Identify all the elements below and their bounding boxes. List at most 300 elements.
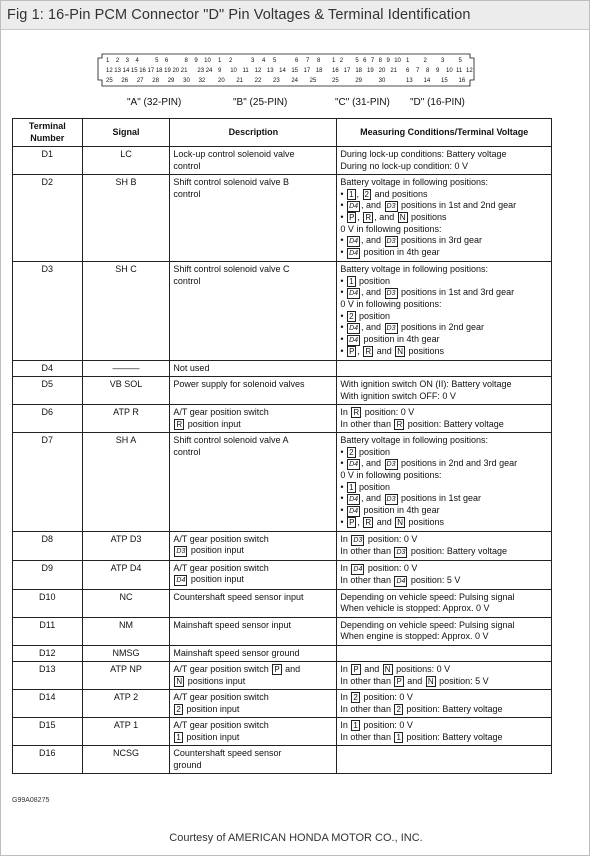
text-line: Shift control solenoid valve C xyxy=(173,264,290,274)
signal-cell: VB SOL xyxy=(82,377,170,405)
text-line: Power supply for solenoid valves xyxy=(173,379,305,389)
figure-code: G99A08275 xyxy=(12,797,50,804)
text-line: R position input xyxy=(176,418,241,429)
connector-pin: 1 xyxy=(332,58,336,64)
conditions-cell xyxy=(337,589,552,617)
description-cell xyxy=(170,589,337,617)
header-terminal: Terminal Number xyxy=(13,119,83,147)
text-line: D3 position input xyxy=(176,545,244,555)
gear-position-symbol: D3 xyxy=(176,548,186,555)
conditions-cell xyxy=(337,377,552,405)
text-line: • D4 , and D3 positions in 1st and 3rd gear xyxy=(340,287,515,297)
text-line: During no lock-up condition: 0 V xyxy=(340,160,468,171)
gear-position-symbol: D3 xyxy=(386,461,396,468)
text-line: control xyxy=(173,275,201,286)
text-line: • 2 position xyxy=(340,310,391,321)
gear-position-symbol: 1 xyxy=(176,732,181,742)
text-line: Shift control solenoid valve B xyxy=(173,177,289,187)
gear-position-symbol: 2 xyxy=(176,704,181,714)
connector-pin: 13 xyxy=(266,68,274,74)
description-cell xyxy=(170,175,337,262)
courtesy-credit: Courtesy of AMERICAN HONDA MOTOR CO., INC. xyxy=(169,832,423,844)
terminal-cell: D3 xyxy=(13,262,83,361)
gear-position-symbol: 1 xyxy=(349,189,354,199)
connector-pin: 19 xyxy=(367,68,374,74)
text-line: In R position: 0 V xyxy=(340,407,415,417)
conditions-cell xyxy=(337,645,552,662)
connector-pin: 10 xyxy=(230,68,237,74)
conditions-cell xyxy=(337,560,552,589)
connector-pin: 13 xyxy=(114,68,121,74)
text-line: • D4 , and D3 positions in 1st gear xyxy=(340,493,482,503)
text-line: Depending on vehicle speed: Pulsing signal xyxy=(340,591,515,602)
text-line: In other than 2 position: Battery voltage xyxy=(340,703,503,714)
connector-pin: 16 xyxy=(332,68,339,74)
signal-cell: LC xyxy=(82,147,170,175)
text-line: 2 position input xyxy=(176,703,240,714)
gear-position-symbol: N xyxy=(427,676,434,686)
description-cell xyxy=(170,360,337,377)
conditions-cell xyxy=(337,617,552,645)
connector-pin: 23 xyxy=(197,68,205,74)
connector-diagram xyxy=(96,50,476,90)
text-line: • D4 position in 4th gear xyxy=(340,247,440,257)
connector-pin: 23 xyxy=(273,78,280,84)
description-cell xyxy=(170,662,337,690)
connector-pin: 2 xyxy=(115,58,120,64)
terminal-cell: D5 xyxy=(13,377,83,405)
table-row xyxy=(13,746,552,774)
signal-cell: ATP 2 xyxy=(82,690,170,718)
connector-pin: 25 xyxy=(309,78,317,84)
conditions-cell xyxy=(337,662,552,690)
gear-position-symbol: 2 xyxy=(349,311,354,321)
conditions-cell xyxy=(337,360,552,377)
connector-pin: 21 xyxy=(236,78,244,84)
connector-pin: 3 xyxy=(441,58,445,64)
terminal-cell: D6 xyxy=(13,405,83,433)
connector-pin: 10 xyxy=(446,68,453,74)
text-line: Battery voltage in following positions: xyxy=(340,264,488,274)
text-line: A/T gear position switch xyxy=(173,533,269,544)
table-row xyxy=(13,175,552,262)
text-line: • 1 position xyxy=(340,481,391,492)
connector-pin: 14 xyxy=(279,68,286,74)
connector-pin: 10 xyxy=(394,58,401,64)
text-line: • D4 position in 4th gear xyxy=(340,334,440,344)
connector-pin: 28 xyxy=(152,78,159,84)
text-line: With ignition switch ON (II): Battery voltage xyxy=(340,379,512,389)
connector-pin: 4 xyxy=(262,58,266,64)
title-bar xyxy=(1,1,589,30)
text-line: Countershaft speed sensor input xyxy=(173,591,304,602)
table-row xyxy=(13,262,552,361)
connector-pin: 4 xyxy=(135,58,139,64)
signal-cell: SH A xyxy=(82,433,170,532)
connector-pin: 24 xyxy=(205,68,213,74)
table-row xyxy=(13,433,552,532)
terminal-cell: D12 xyxy=(13,645,83,662)
connector-pin: 14 xyxy=(423,78,431,84)
connector-pin: 2 xyxy=(339,58,344,64)
gear-position-symbol: R xyxy=(365,213,372,222)
connector-pin: 5 xyxy=(273,58,277,64)
description-cell xyxy=(170,718,337,746)
table-header-row xyxy=(13,119,552,147)
terminal-cell: D14 xyxy=(13,690,83,718)
gear-position-symbol: 2 xyxy=(349,447,354,457)
conditions-cell xyxy=(337,746,552,774)
connector-pin: 3 xyxy=(125,58,129,64)
table-row xyxy=(13,645,552,662)
text-line: • 1 position xyxy=(340,275,391,286)
text-line: • D4 , and D3 positions in 2nd and 3rd gear xyxy=(340,458,518,468)
table-row xyxy=(13,690,552,718)
text-line: Mainshaft speed sensor input xyxy=(173,619,291,630)
connector-a-label: "A" (32-PIN) xyxy=(127,97,182,108)
text-line: In 1 position: 0 V xyxy=(340,720,413,730)
gear-position-symbol: N xyxy=(397,518,404,527)
connector-pin: 8 xyxy=(378,58,383,64)
description-cell xyxy=(170,690,337,718)
signal-cell: NCSG xyxy=(82,746,170,774)
connector-pin: 9 xyxy=(218,68,222,74)
gear-position-symbol: D4 xyxy=(349,290,359,297)
connector-pin: 25 xyxy=(106,78,113,84)
text-line: When engine is stopped: Approx. 0 V xyxy=(340,631,489,641)
text-line: With ignition switch OFF: 0 V xyxy=(340,390,456,401)
terminal-cell: D1 xyxy=(13,147,83,175)
signal-cell: NM xyxy=(82,617,170,645)
gear-position-symbol: D4 xyxy=(349,250,359,257)
table-row xyxy=(13,617,552,645)
gear-position-symbol: 1 xyxy=(349,482,354,492)
connector-pin: 17 xyxy=(147,68,155,74)
signal-cell: ATP NP xyxy=(82,662,170,690)
description-cell xyxy=(170,377,337,405)
terminal-cell: D4 xyxy=(13,360,83,377)
text-line: In P and N positions: 0 V xyxy=(340,664,451,674)
gear-position-symbol: D3 xyxy=(386,290,396,297)
gear-position-symbol: N xyxy=(384,665,391,674)
description-cell xyxy=(170,147,337,175)
signal-cell: ATP 1 xyxy=(82,718,170,746)
connector-pin: 7 xyxy=(306,58,310,64)
text-line: Battery voltage in following positions: xyxy=(340,435,488,445)
text-line: A/T gear position switch P and xyxy=(173,664,301,674)
connector-pin: 6 xyxy=(164,58,169,64)
connector-pin: 8 xyxy=(317,58,321,64)
conditions-cell xyxy=(337,531,552,560)
text-line: A/T gear position switch xyxy=(173,562,269,573)
gear-position-symbol: P xyxy=(349,518,355,527)
connector-a xyxy=(106,58,213,84)
gear-position-symbol: 2 xyxy=(364,189,369,199)
connector-pin: 11 xyxy=(242,68,249,74)
conditions-cell xyxy=(337,262,552,361)
connector-pin: 18 xyxy=(155,68,163,74)
connector-pin: 3 xyxy=(251,58,255,64)
signal-cell: SH C xyxy=(82,262,170,361)
connector-pin: 7 xyxy=(370,58,375,64)
gear-position-symbol: D4 xyxy=(353,565,363,573)
text-line: In other than D3 position: Battery voltage xyxy=(340,545,507,556)
description-cell xyxy=(170,531,337,560)
text-line: In other than P and N position: 5 V xyxy=(340,675,489,686)
description-cell xyxy=(170,617,337,645)
gear-position-symbol: D4 xyxy=(396,577,406,585)
gear-position-symbol: D4 xyxy=(349,325,359,332)
connector-pin: 2 xyxy=(423,58,427,64)
text-line: A/T gear position switch xyxy=(173,720,269,730)
text-line: • 2 position xyxy=(340,446,391,457)
terminal-cell: D7 xyxy=(13,433,83,532)
connector-d-label: "D" (16-PIN) xyxy=(410,97,465,108)
text-line: In D3 position: 0 V xyxy=(340,533,418,544)
gear-position-symbol: D4 xyxy=(349,337,359,344)
gear-position-symbol: P xyxy=(349,213,355,222)
table-row xyxy=(13,718,552,746)
connector-pin: 1 xyxy=(218,58,222,64)
gear-position-symbol: 1 xyxy=(349,276,354,286)
connector-pin: 10 xyxy=(204,58,211,64)
signal-cell: ATP R xyxy=(82,405,170,433)
connector-pin: 25 xyxy=(332,78,339,84)
text-line: control xyxy=(173,160,201,171)
gear-position-symbol: R xyxy=(176,419,183,429)
table-row xyxy=(13,560,552,589)
conditions-cell xyxy=(337,718,552,746)
gear-position-symbol: D3 xyxy=(396,548,406,556)
terminal-cell: D8 xyxy=(13,531,83,560)
text-line: Countershaft speed sensor xyxy=(173,748,282,758)
terminal-cell: D9 xyxy=(13,560,83,589)
connector-pin: 24 xyxy=(291,78,299,84)
connector-pin: 21 xyxy=(390,68,398,74)
signal-cell: ——— xyxy=(82,360,170,377)
text-line: control xyxy=(173,446,201,457)
signal-cell: SH B xyxy=(82,175,170,262)
table-row xyxy=(13,377,552,405)
text-line: 1 position input xyxy=(176,731,240,742)
text-line: A/T gear position switch xyxy=(173,407,269,417)
header-signal: Signal xyxy=(82,119,170,147)
text-line: • P , R , and N positions xyxy=(340,212,447,222)
gear-position-symbol: P xyxy=(396,676,402,686)
connector-pin: 22 xyxy=(254,78,262,84)
terminal-cell: D10 xyxy=(13,589,83,617)
header-conditions: Measuring Conditions/Terminal Voltage xyxy=(337,119,552,147)
gear-position-symbol: D3 xyxy=(386,203,396,210)
connector-pin: 11 xyxy=(456,68,463,74)
signal-cell: ATP D4 xyxy=(82,560,170,589)
connector-pin: 5 xyxy=(355,58,359,64)
gear-position-symbol: R xyxy=(365,347,372,356)
connector-pin: 29 xyxy=(355,78,363,84)
connector-pin: 20 xyxy=(378,68,386,74)
conditions-cell xyxy=(337,147,552,175)
text-line: Mainshaft speed sensor ground xyxy=(173,647,300,658)
connector-pin: 1 xyxy=(406,58,410,64)
connector-pin: 17 xyxy=(303,68,311,74)
text-line: • P , R and N positions xyxy=(340,517,445,527)
gear-position-symbol: N xyxy=(397,347,404,356)
connector-pin: 13 xyxy=(406,78,413,84)
text-line: In D4 position: 0 V xyxy=(340,562,418,573)
pin-voltage-table xyxy=(12,118,552,774)
gear-position-symbol: D4 xyxy=(349,508,359,515)
gear-position-symbol: D4 xyxy=(176,577,186,584)
header-description: Description xyxy=(170,119,337,147)
connector-pin: 16 xyxy=(139,68,146,74)
connector-c xyxy=(332,58,402,84)
connector-pin: 18 xyxy=(315,68,323,74)
signal-cell: NMSG xyxy=(82,645,170,662)
gear-position-symbol: R xyxy=(353,408,360,417)
connector-pin: 9 xyxy=(194,58,198,64)
gear-position-symbol: N xyxy=(399,213,406,222)
connector-pin: 7 xyxy=(416,68,420,74)
connector-pin: 19 xyxy=(164,68,171,74)
connector-pin: 6 xyxy=(363,58,367,64)
connector-pin: 8 xyxy=(184,58,188,64)
gear-position-symbol: D4 xyxy=(349,238,359,245)
table-row xyxy=(13,147,552,175)
text-line: Shift control solenoid valve A xyxy=(173,435,289,445)
text-line: ground xyxy=(173,759,202,770)
text-line: In other than D4 position: 5 V xyxy=(340,574,461,585)
connector-b-label: "B" (25-PIN) xyxy=(233,97,288,108)
connector-pin: 15 xyxy=(291,68,299,74)
text-line: D4 position input xyxy=(176,574,244,584)
gear-position-symbol: P xyxy=(274,665,280,674)
connector-pin: 21 xyxy=(180,68,188,74)
connector-d xyxy=(406,58,473,84)
connector-pin: 2 xyxy=(229,58,233,64)
connector-pin: 15 xyxy=(441,78,448,84)
text-line: In 2 position: 0 V xyxy=(340,692,413,702)
text-line: • P , R and N positions xyxy=(340,346,445,356)
gear-position-symbol: R xyxy=(365,518,372,527)
table-row xyxy=(13,531,552,560)
connector-pin: 16 xyxy=(458,78,466,84)
connector-pin: 27 xyxy=(136,78,144,84)
connector-pin: 26 xyxy=(121,78,129,84)
text-line: • D4 , and D3 positions in 1st and 2nd gear xyxy=(340,200,517,210)
text-line: In other than R position: Battery voltage xyxy=(340,418,504,429)
text-line: Not used xyxy=(173,362,210,373)
connector-pin: 12 xyxy=(254,68,262,74)
gear-position-symbol: P xyxy=(349,347,355,356)
conditions-cell xyxy=(337,175,552,262)
connector-pin: 12 xyxy=(106,68,113,74)
description-cell xyxy=(170,405,337,433)
gear-position-symbol: N xyxy=(176,676,183,686)
text-line: control xyxy=(173,188,201,199)
connector-pin: 30 xyxy=(183,78,190,84)
connector-pin: 17 xyxy=(343,68,351,74)
text-line: 0 V in following positions: xyxy=(340,223,442,234)
text-line: When vehicle is stopped: Approx. 0 V xyxy=(340,603,490,613)
connector-pin: 29 xyxy=(167,78,175,84)
connector-pin: 12 xyxy=(466,68,473,74)
description-cell xyxy=(170,746,337,774)
connector-c-label: "C" (31-PIN) xyxy=(335,97,390,108)
signal-cell: ATP D3 xyxy=(82,531,170,560)
table-row xyxy=(13,405,552,433)
description-cell xyxy=(170,433,337,532)
connector-pin: 20 xyxy=(172,68,180,74)
table-row xyxy=(13,662,552,690)
connector-pin: 14 xyxy=(122,68,130,74)
text-line: During lock-up conditions: Battery voltage xyxy=(340,149,507,159)
text-line: 0 V in following positions: xyxy=(340,470,442,480)
connector-pin: 6 xyxy=(406,68,410,74)
gear-position-symbol: D4 xyxy=(349,461,359,468)
gear-position-symbol: 1 xyxy=(396,732,401,742)
gear-position-symbol: D3 xyxy=(386,325,396,332)
connector-pin: 6 xyxy=(295,58,299,64)
text-line: • 1 , 2 and positions xyxy=(340,188,428,199)
gear-position-symbol: D4 xyxy=(349,203,359,210)
gear-position-symbol: R xyxy=(396,419,403,429)
signal-cell: NC xyxy=(82,589,170,617)
description-cell xyxy=(170,645,337,662)
text-line: • D4 , and D3 positions in 2nd gear xyxy=(340,322,485,332)
connector-pin: 9 xyxy=(436,68,440,74)
conditions-cell xyxy=(337,690,552,718)
connector-pin: 5 xyxy=(155,58,159,64)
gear-position-symbol: 2 xyxy=(396,704,401,714)
connector-pin: 9 xyxy=(386,58,390,64)
connector-pin: 20 xyxy=(218,78,225,84)
description-cell xyxy=(170,262,337,361)
terminal-cell: D11 xyxy=(13,617,83,645)
text-line: Lock-up control solenoid valve xyxy=(173,149,295,159)
connector-pin: 5 xyxy=(458,58,462,64)
gear-position-symbol: 1 xyxy=(353,721,358,730)
text-line: In other than 1 position: Battery voltage xyxy=(340,731,503,742)
description-cell xyxy=(170,560,337,589)
conditions-cell xyxy=(337,405,552,433)
table-row xyxy=(13,589,552,617)
connector-b xyxy=(218,58,323,84)
gear-position-symbol: P xyxy=(353,665,359,674)
figure-title: Fig 1: 16-Pin PCM Connector "D" Pin Voltages & Terminal Identification xyxy=(7,7,471,23)
text-line: Battery voltage in following positions: xyxy=(340,177,488,187)
text-line: 0 V in following positions: xyxy=(340,299,442,309)
terminal-cell: D16 xyxy=(13,746,83,774)
text-line: Depending on vehicle speed: Pulsing signal xyxy=(340,619,515,630)
text-line: • D4 position in 4th gear xyxy=(340,505,440,515)
connector-pin: 8 xyxy=(426,68,430,74)
connector-pin: 1 xyxy=(106,58,110,64)
terminal-cell: D13 xyxy=(13,662,83,690)
connector-pin: 18 xyxy=(355,68,363,74)
connector-pin: 15 xyxy=(130,68,138,74)
text-line: N positions input xyxy=(176,675,246,686)
terminal-cell: D2 xyxy=(13,175,83,262)
gear-position-symbol: D3 xyxy=(353,536,363,544)
connector-pin: 32 xyxy=(198,78,206,84)
gear-position-symbol: D4 xyxy=(349,496,359,503)
gear-position-symbol: D3 xyxy=(386,238,396,245)
terminal-cell: D15 xyxy=(13,718,83,746)
gear-position-symbol: 2 xyxy=(353,693,358,702)
text-line: A/T gear position switch xyxy=(173,692,269,702)
table-row xyxy=(13,360,552,377)
text-line: • D4 , and D3 positions in 3rd gear xyxy=(340,235,483,245)
